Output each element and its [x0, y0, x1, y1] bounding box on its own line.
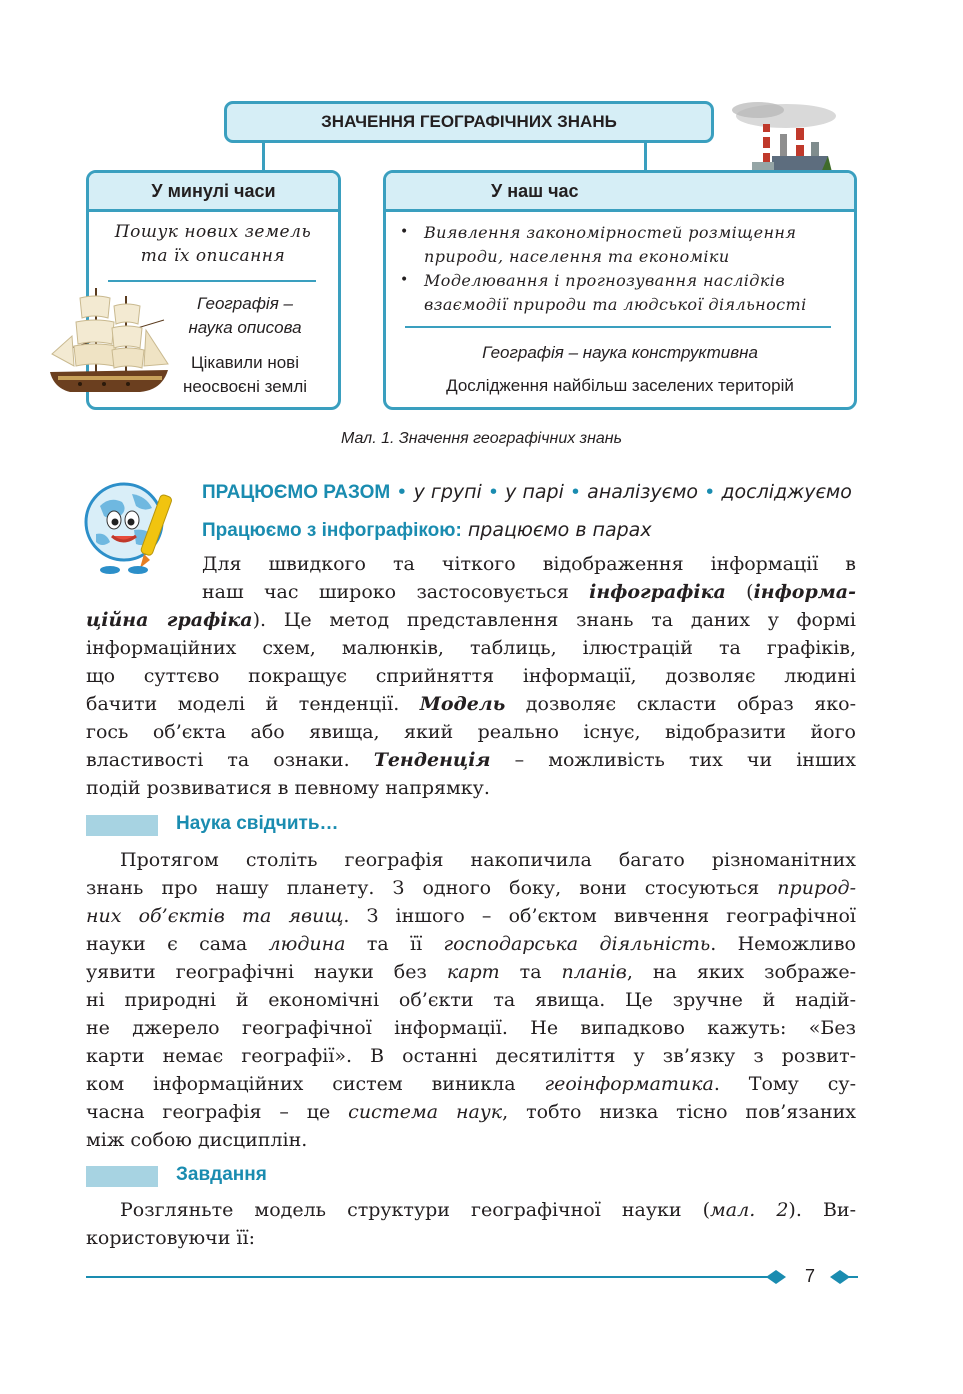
present-note: Дослідження найбільш заселених територій	[446, 376, 794, 395]
section-marker-bar	[86, 1166, 158, 1187]
past-definition: Географія –	[197, 294, 293, 313]
present-bullet: природи, населення та економіки	[424, 247, 730, 266]
text-line: ційна графіка). Це метод представлення знань та даних у формі	[86, 609, 856, 631]
text-line: інформаційних схем, малюнків, таблиць, ілюстрацій та графіків,	[86, 637, 856, 659]
bullet-dot: •	[400, 224, 409, 240]
text-line: бачити моделі й тенденції. Модель дозволяє скласти образ яко-	[86, 693, 856, 715]
connector-line	[262, 143, 265, 171]
footer-rule-end	[848, 1276, 858, 1278]
text-line: подій розвиватися в певному напрямку.	[86, 777, 490, 799]
text-line: не джерело географічної інформації. Не випадково кажуть: «Без	[86, 1017, 856, 1039]
sailing-ship-illustration	[44, 280, 174, 404]
text-line: ком інформаційних систем виникла геоінформатика. Тому су-	[86, 1073, 857, 1095]
text-line: гось об’єкта або явища, який реально існує, відобразити його	[86, 721, 856, 743]
work-mode: досліджуємо	[721, 481, 852, 503]
bullet-dot: •	[400, 272, 409, 288]
text-line: Протягом століть географія накопичила багато різноманітних	[120, 849, 856, 871]
present-bullet: Виявлення закономірностей розміщення	[424, 223, 797, 242]
section-title-science: Наука свідчить…	[176, 813, 339, 834]
infographic-title: ЗНАЧЕННЯ ГЕОГРАФІЧНИХ ЗНАНЬ	[224, 101, 714, 143]
text-line: уявити географічні науки без карт та планів, на яких зображе-	[86, 961, 857, 983]
work-together-line: ПРАЦЮЄМО РАЗОМ • у групі • у парі • аналізуємо • досліджуємо	[202, 481, 852, 503]
connector-line	[644, 143, 647, 171]
infographic-work-label: Працюємо з інфографікою:	[202, 520, 462, 541]
footer-diamond-icon	[830, 1268, 850, 1286]
text-line: Для швидкого та чіткого відображення інформації в	[202, 553, 856, 575]
text-line: знань про нашу планету. З одного боку, вони стосуються природ-	[86, 877, 856, 899]
text-line: часна географія – це система наук, тобто низка тісно пов’язаних	[86, 1101, 856, 1123]
text-line: науки є сама людина та її господарська діяльність. Неможливо	[86, 933, 856, 955]
present-times-header: У наш час	[386, 173, 854, 212]
footer-rule	[86, 1276, 774, 1278]
footer-diamond-icon	[766, 1268, 786, 1286]
paragraph-task	[86, 1196, 856, 1252]
text-line: що суттєво покращує сприйняття інформації, дозволяє людині	[86, 665, 856, 687]
past-line: Пошук нових земель	[114, 222, 312, 242]
past-times-header: У минулі часи	[89, 173, 338, 212]
divider-line	[405, 326, 831, 328]
text-line: них об’єктів та явищ. З іншого – об’єктом вивчення географічної	[86, 905, 856, 927]
present-bullet: Моделювання і прогнозування наслідків	[424, 271, 786, 290]
pair-work-mode: працюємо в парах	[467, 519, 652, 541]
work-subheading	[202, 516, 652, 545]
section-marker-bar	[86, 815, 158, 836]
section-title-task: Завдання	[176, 1164, 267, 1185]
text-line: користовуючи її:	[86, 1227, 255, 1249]
page-number: 7	[804, 1266, 815, 1286]
text-line: Розгляньте модель структури географічної науки (мал. 2). Ви-	[120, 1199, 856, 1221]
present-bullet: взаємодії природи та людської діяльності	[424, 295, 807, 314]
past-note: неосвоєні землі	[182, 377, 308, 396]
paragraph-science	[86, 846, 856, 1154]
text-line: ні природні й економічні об’єкти та явища. Це зручне й надій-	[86, 989, 856, 1011]
past-definition: наука описова	[188, 318, 302, 337]
text-line: властивості та ознаки. Тенденція – можливість тих чи інших	[86, 749, 856, 771]
work-mode: у групі	[413, 481, 482, 503]
text-line: наш час широко застосовується інфографіка (інформа-	[202, 581, 856, 603]
work-mode: аналізуємо	[587, 481, 699, 503]
present-definition: Географія – наука конструктивна	[482, 343, 758, 362]
past-line: та їх описання	[140, 246, 286, 266]
past-note: Цікавили нові	[191, 353, 299, 372]
work-together-label: ПРАЦЮЄМО РАЗОМ	[202, 482, 391, 503]
work-mode: у парі	[505, 481, 564, 503]
figure-caption: Мал. 1. Значення географічних знань	[340, 430, 623, 447]
paragraph-infographics	[86, 550, 856, 802]
text-line: карти немає географії». В останні десятиліття у зв’язку з розвит-	[86, 1045, 856, 1067]
text-line: між собою дисциплін.	[86, 1129, 308, 1151]
